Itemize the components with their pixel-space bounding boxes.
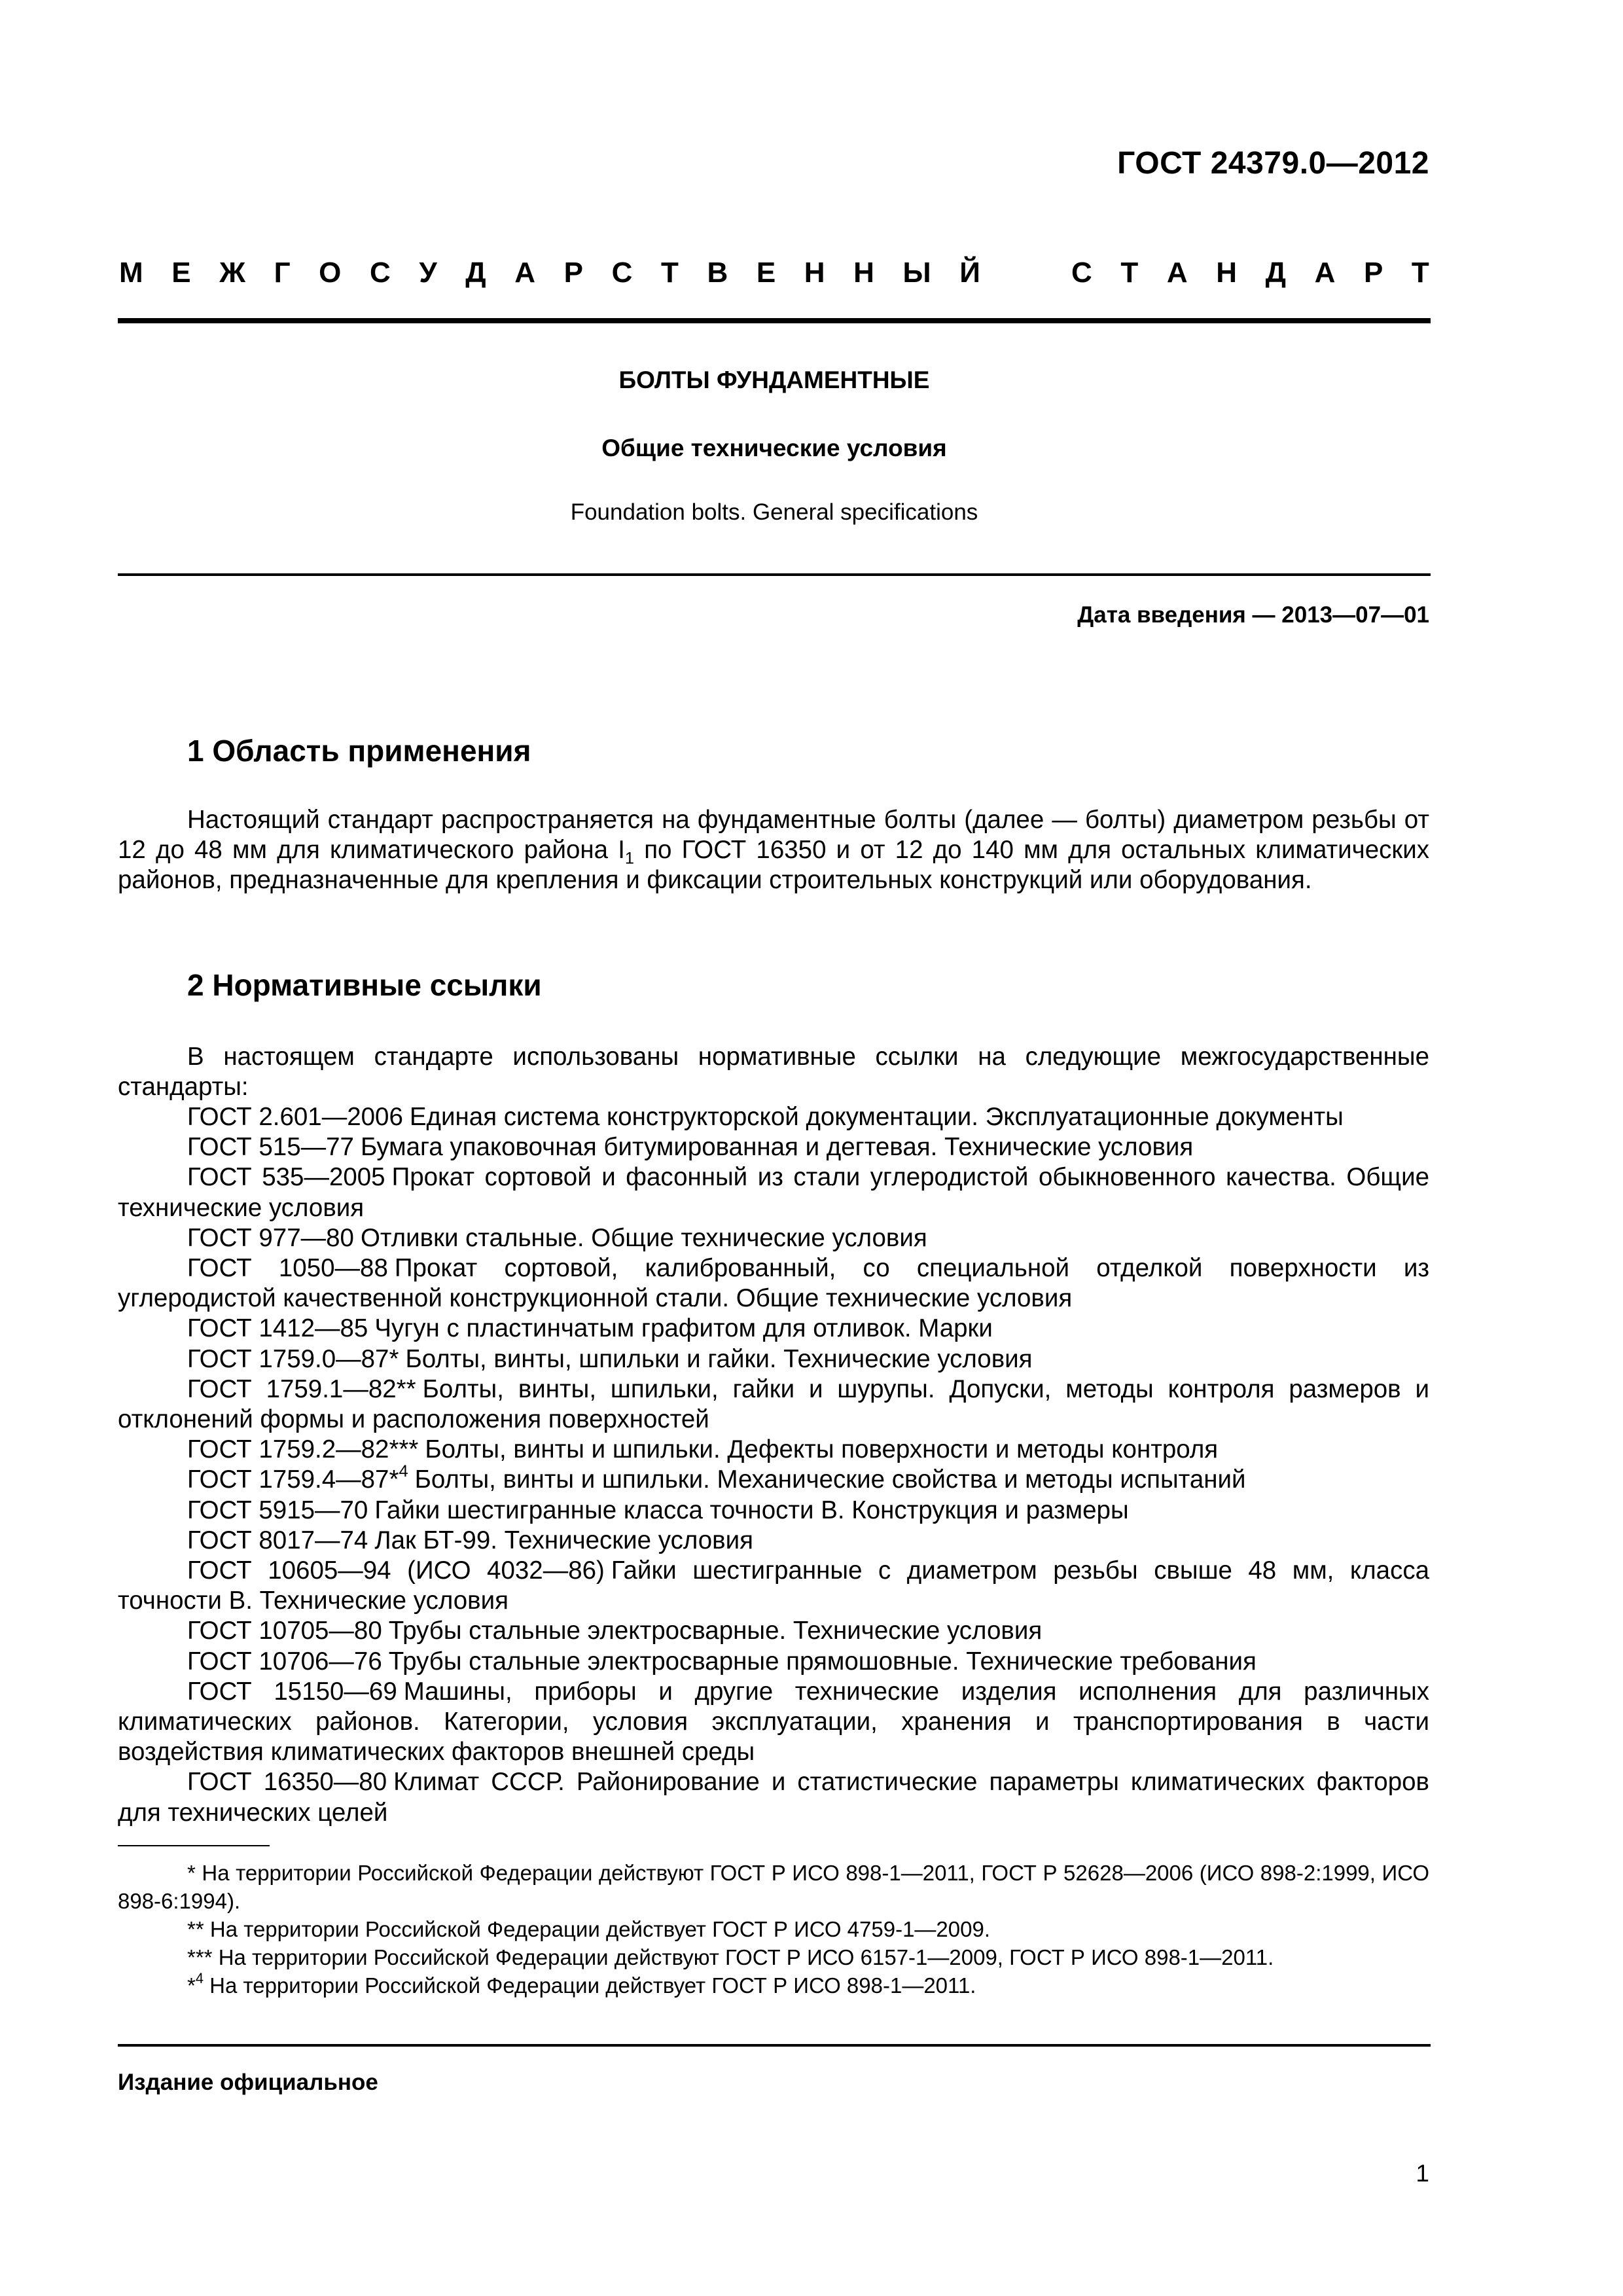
reference-item bbox=[118, 1132, 1429, 1162]
reference-code: ГОСТ 10705—80 bbox=[187, 1617, 382, 1645]
reference-title: Трубы стальные электросварные. Технические условия bbox=[388, 1617, 1043, 1645]
reference-code: ГОСТ 1759.0—87* bbox=[187, 1344, 399, 1373]
reference-item bbox=[118, 1253, 1429, 1314]
footnote-item bbox=[118, 1971, 1429, 2000]
footnote-item bbox=[118, 1915, 1429, 1943]
reference-code: ГОСТ 16350—80 bbox=[187, 1768, 387, 1797]
reference-item bbox=[118, 1616, 1429, 1646]
footnote-text: На территории Российской Федерации действуют ГОСТ Р ИСО 6157-1—2009, ГОСТ Р ИСО 898-1—2011. bbox=[212, 1945, 1274, 1969]
footnote-mark: ** bbox=[187, 1917, 204, 1941]
reference-superscript: 4 bbox=[399, 1462, 408, 1480]
reference-code: ГОСТ 10605—94 (ИСО 4032—86) bbox=[187, 1556, 605, 1585]
reference-code: ГОСТ 1759.1—82** bbox=[187, 1374, 416, 1403]
reference-code: ГОСТ 1050—88 bbox=[187, 1254, 388, 1283]
reference-title: Гайки шестигранные с диаметром резьбы свыше 48 мм, класса точности В. Технические условия bbox=[118, 1556, 1429, 1615]
banner-letter: Н bbox=[804, 257, 825, 289]
reference-item bbox=[118, 1344, 1429, 1374]
reference-title: Гайки шестигранные класса точности В. Конструкция и размеры bbox=[374, 1496, 1129, 1524]
reference-item bbox=[118, 1435, 1429, 1465]
standard-type-banner bbox=[119, 257, 1429, 289]
banner-letter: Е bbox=[171, 257, 191, 289]
section-1-heading: 1 Область применения bbox=[187, 734, 531, 768]
banner-letter: Ы bbox=[902, 257, 931, 289]
reference-item bbox=[118, 1162, 1429, 1223]
reference-title: Лак БТ-99. Технические условия bbox=[374, 1526, 753, 1554]
reference-title: Болты, винты, шпильки и гайки. Технические условия bbox=[405, 1344, 1033, 1373]
banner-letter: Д bbox=[465, 257, 486, 289]
reference-title: Машины, приборы и другие технические изделия исполнения для различных климатических районов. Категории, условия эксплуатации, хранения и транспортирования в части воздействия климатических факторов внешней среды bbox=[118, 1677, 1429, 1767]
page-number: 1 bbox=[1416, 2160, 1429, 2187]
banner-letter: В bbox=[707, 257, 728, 289]
banner-letter: Ж bbox=[219, 257, 245, 289]
footnote-superscript: 4 bbox=[195, 1969, 204, 1986]
reference-item bbox=[118, 1374, 1429, 1435]
header-rule bbox=[118, 318, 1431, 323]
footnote-item bbox=[118, 1859, 1429, 1915]
reference-code: ГОСТ 5915—70 bbox=[187, 1496, 368, 1524]
banner-letter: Н bbox=[1216, 257, 1238, 289]
footnote-mark: * bbox=[187, 1973, 196, 1998]
reference-item bbox=[118, 1767, 1429, 1827]
banner-letter: А bbox=[1166, 257, 1188, 289]
footnote-mark: * bbox=[187, 1861, 196, 1885]
document-english-title: Foundation bolts. General specifications bbox=[570, 499, 978, 525]
introduction-date: Дата введения — 2013—07—01 bbox=[1077, 602, 1429, 628]
reference-item bbox=[118, 1556, 1429, 1616]
banner-letter: Е bbox=[756, 257, 776, 289]
banner-gap bbox=[1008, 257, 1043, 289]
section-1-text-a: Настоящий стандарт распространяется на фундаментные болты (далее — болты) диаметром резьбы от 12 до 48 мм для климатического района I bbox=[118, 806, 1429, 865]
banner-letter: У bbox=[419, 257, 437, 289]
banner-letter: Н bbox=[853, 257, 874, 289]
reference-code: ГОСТ 977—80 bbox=[187, 1223, 354, 1252]
footnote-item bbox=[118, 1943, 1429, 1971]
reference-code: ГОСТ 15150—69 bbox=[187, 1677, 397, 1706]
reference-title: Болты, винты и шпильки. Дефекты поверхности и методы контроля bbox=[425, 1435, 1219, 1464]
banner-letter: Г bbox=[274, 257, 291, 289]
banner-letter: А bbox=[1314, 257, 1336, 289]
reference-item bbox=[118, 1496, 1429, 1526]
reference-item bbox=[118, 1314, 1429, 1344]
reference-code: ГОСТ 1759.4—87* bbox=[187, 1465, 399, 1494]
title-rule bbox=[118, 573, 1431, 576]
banner-letter: Д bbox=[1265, 257, 1286, 289]
reference-item bbox=[118, 1526, 1429, 1556]
banner-letter: Й bbox=[959, 257, 980, 289]
reference-code: ГОСТ 8017—74 bbox=[187, 1526, 368, 1554]
section-2-heading: 2 Нормативные ссылки bbox=[187, 968, 542, 1002]
banner-letter: С bbox=[369, 257, 391, 289]
reference-item bbox=[118, 1647, 1429, 1677]
section-1-text-b: по ГОСТ 16350 и от 12 до 140 мм для остальных климатических районов, предназначенные для крепления и фиксации строительных конструкций или оборудования. bbox=[118, 836, 1429, 895]
reference-item bbox=[118, 1102, 1429, 1132]
section-2-intro bbox=[118, 1042, 1429, 1102]
footnotes bbox=[118, 1859, 1429, 2000]
reference-title: Отливки стальные. Общие технические условия bbox=[360, 1223, 927, 1252]
banner-letter: М bbox=[119, 257, 143, 289]
reference-title: Климат СССР. Районирование и статистические параметры климатических факторов для технических целей bbox=[118, 1768, 1429, 1827]
footnote-text: На территории Российской Федерации действует ГОСТ Р ИСО 4759-1—2009. bbox=[204, 1917, 990, 1941]
reference-code: ГОСТ 2.601—2006 bbox=[187, 1103, 403, 1131]
reference-code: ГОСТ 1759.2—82*** bbox=[187, 1435, 419, 1464]
banner-letter: Т bbox=[660, 257, 679, 289]
reference-code: ГОСТ 535—2005 bbox=[187, 1163, 385, 1192]
banner-letter: О bbox=[319, 257, 342, 289]
reference-code: ГОСТ 10706—76 bbox=[187, 1647, 382, 1676]
banner-letter: С bbox=[611, 257, 633, 289]
section-2-intro-text: В настоящем стандарте использованы нормативные ссылки на следующие межгосударственные стандарты: bbox=[118, 1043, 1429, 1102]
banner-letter: Т bbox=[1411, 257, 1429, 289]
reference-title: Трубы стальные электросварные прямошовные. Технические требования bbox=[388, 1647, 1257, 1676]
section-1-subscript: 1 bbox=[624, 849, 635, 868]
official-edition-label: Издание официальное bbox=[118, 2070, 378, 2095]
reference-title: Чугун с пластинчатым графитом для отливок. Марки bbox=[374, 1314, 993, 1343]
footnote-mark: *** bbox=[187, 1945, 213, 1969]
banner-letter: Р bbox=[1363, 257, 1383, 289]
banner-letter: С bbox=[1071, 257, 1092, 289]
banner-letter: Т bbox=[1120, 257, 1139, 289]
document-subtitle: Общие технические условия bbox=[601, 435, 947, 461]
banner-letter: А bbox=[514, 257, 536, 289]
reference-title: Прокат сортовой, калиброванный, со специальной отделкой поверхности из углеродистой качественной конструкционной стали. Общие технические условия bbox=[118, 1254, 1429, 1313]
footnote-text: На территории Российской Федерации действует ГОСТ Р ИСО 898-1—2011. bbox=[203, 1973, 976, 1998]
footnote-text: На территории Российской Федерации действуют ГОСТ Р ИСО 898-1—2011, ГОСТ Р 52628—2006 (ИСО 898-2:1999, ИСО 898-6:1994). bbox=[118, 1861, 1429, 1913]
reference-code: ГОСТ 1412—85 bbox=[187, 1314, 368, 1343]
footnote-separator bbox=[118, 1845, 270, 1846]
reference-title: Болты, винты и шпильки. Механические свойства и методы испытаний bbox=[414, 1465, 1246, 1494]
reference-title: Болты, винты, шпильки, гайки и шурупы. Допуски, методы контроля размеров и отклонений формы и расположения поверхностей bbox=[118, 1374, 1429, 1434]
reference-title: Прокат сортовой и фасонный из стали углеродистой обыкновенного качества. Общие технические условия bbox=[118, 1163, 1429, 1222]
section-1-paragraph bbox=[118, 805, 1429, 896]
reference-title: Бумага упаковочная битумированная и дегтевая. Технические условия bbox=[360, 1133, 1194, 1162]
footer-rule bbox=[118, 2044, 1431, 2047]
reference-code: ГОСТ 515—77 bbox=[187, 1133, 354, 1162]
reference-item bbox=[118, 1677, 1429, 1768]
normative-references-list bbox=[118, 1102, 1429, 1828]
reference-title: Единая система конструкторской документации. Эксплуатационные документы bbox=[409, 1103, 1344, 1131]
standard-code: ГОСТ 24379.0—2012 bbox=[1117, 146, 1429, 181]
document-title: БОЛТЫ ФУНДАМЕНТНЫЕ bbox=[618, 367, 930, 393]
reference-item bbox=[118, 1462, 1429, 1495]
reference-item bbox=[118, 1223, 1429, 1253]
banner-letter: Р bbox=[563, 257, 583, 289]
